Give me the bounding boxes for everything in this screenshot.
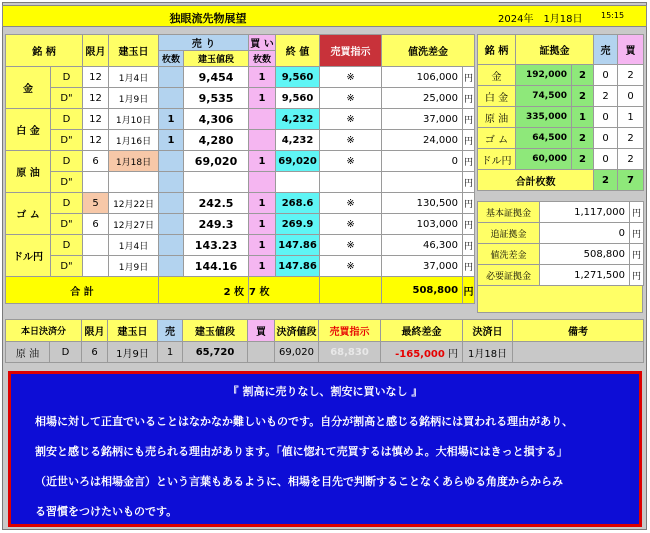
position-row: [6, 88, 475, 109]
row-date: 12月22日: [109, 193, 159, 214]
margin-table: [477, 34, 644, 191]
message-title: 『 割高に売りなし、割安に買いなし 』: [227, 385, 423, 398]
settle-signal: 68,830: [319, 342, 381, 363]
settle-settle-date: 1月18日: [463, 342, 513, 363]
row-diff: 25,000: [382, 88, 463, 109]
row-price: 143.23: [184, 235, 249, 256]
row-unit: 円: [463, 256, 475, 277]
row-unit: 円: [463, 172, 475, 193]
summary-value: 508,800: [540, 244, 630, 265]
settle-note: [513, 342, 644, 363]
summary-value: 1,271,500: [540, 265, 630, 286]
row-buy-qty: 1: [249, 214, 276, 235]
row-type: D: [51, 151, 83, 172]
row-sell-qty: [159, 67, 184, 88]
row-buy-qty: [249, 172, 276, 193]
position-row: [6, 172, 475, 193]
margin-row: [478, 65, 644, 86]
row-type: D: [51, 109, 83, 130]
settle-col-label: 本日決済分: [6, 320, 82, 342]
row-month: 6: [83, 214, 109, 235]
message-line-4: る習慣をつけたいものです。: [35, 505, 178, 518]
settle-month: 6: [82, 342, 108, 363]
row-buy-qty: 1: [249, 67, 276, 88]
row-month: [83, 256, 109, 277]
row-sell-qty: [159, 256, 184, 277]
settle-col-kessaibi: 決済日: [463, 320, 513, 342]
margin-buy: 0: [618, 86, 644, 107]
settle-col-kai: 買: [248, 320, 275, 342]
row-diff: 37,000: [382, 256, 463, 277]
row-month: [83, 172, 109, 193]
row-sell-qty: [159, 172, 184, 193]
row-signal: ※: [320, 256, 382, 277]
col-header-kai: 買 い: [249, 35, 276, 51]
row-signal: ※: [320, 214, 382, 235]
row-close: [276, 172, 320, 193]
row-type: D": [51, 256, 83, 277]
margin-row: [478, 128, 644, 149]
settle-col-baibai-shiji: 売買指示: [319, 320, 381, 342]
positions-table: [5, 34, 475, 304]
col-header-tateyobi: 建玉日: [109, 35, 159, 67]
margin-total-sell: 2: [594, 170, 618, 191]
settlement-table: [5, 319, 644, 363]
settle-col-biko: 備考: [513, 320, 644, 342]
row-signal: ※: [320, 67, 382, 88]
row-buy-qty: [249, 109, 276, 130]
margin-buy: 1: [618, 107, 644, 128]
settle-final: -165,000 円: [381, 342, 463, 363]
total-unit: 円: [463, 277, 475, 304]
group-name: 金: [6, 67, 51, 109]
margin-row: [478, 86, 644, 107]
row-type: D": [51, 214, 83, 235]
row-unit: 円: [463, 235, 475, 256]
position-row: [6, 235, 475, 256]
summary-row: [478, 223, 644, 244]
settle-buy: [248, 342, 275, 363]
row-signal: ※: [320, 235, 382, 256]
col-header-owarine: 終 値: [276, 35, 320, 67]
title-bar: [2, 5, 647, 27]
row-month: 12: [83, 88, 109, 109]
row-month: 6: [83, 151, 109, 172]
margin-name: ゴ ム: [478, 128, 516, 149]
row-price: 242.5: [184, 193, 249, 214]
row-close: 147.86: [276, 235, 320, 256]
row-close: 147.86: [276, 256, 320, 277]
group-name: ゴ ム: [6, 193, 51, 235]
position-row: [6, 109, 475, 130]
row-buy-qty: 1: [249, 256, 276, 277]
margin-sell: 0: [594, 149, 618, 170]
row-sell-qty: [159, 88, 184, 109]
row-unit: 円: [463, 88, 475, 109]
row-type: D: [51, 67, 83, 88]
row-date: 1月16日: [109, 130, 159, 151]
row-month: 12: [83, 109, 109, 130]
summary-row: [478, 265, 644, 286]
margin-name: ドル円: [478, 149, 516, 170]
total-buy: 7 枚: [249, 277, 320, 304]
row-month: 12: [83, 130, 109, 151]
summary-unit: 円: [630, 265, 644, 286]
message-line-1: 相場に対して正直でいることはなかなか難しいものです。自分が割高と感じる銘柄には買われる理由があり、: [35, 415, 574, 428]
row-diff: 37,000: [382, 109, 463, 130]
row-diff: [382, 172, 463, 193]
row-type: D": [51, 88, 83, 109]
row-date: 1月10日: [109, 109, 159, 130]
total-label: 合 計: [6, 277, 159, 304]
margin-amount: 64,500: [516, 128, 572, 149]
margin-mult: 2: [572, 65, 594, 86]
margin-amount: 74,500: [516, 86, 572, 107]
row-signal: ※: [320, 151, 382, 172]
group-name: ドル円: [6, 235, 51, 277]
total-diff: 508,800: [382, 277, 463, 304]
row-type: D: [51, 193, 83, 214]
summary-value: 0: [540, 223, 630, 244]
row-price: 69,020: [184, 151, 249, 172]
row-signal: ※: [320, 88, 382, 109]
position-row: [6, 130, 475, 151]
settle-col-uri: 売: [158, 320, 183, 342]
margin-name: 金: [478, 65, 516, 86]
page-title: 独眼流先物展望: [169, 12, 247, 25]
margin-total-label: 合計枚数: [478, 170, 594, 191]
row-price: 144.16: [184, 256, 249, 277]
summary-unit: 円: [630, 244, 644, 265]
col-header-baibai-shiji: 売買指示: [320, 35, 382, 67]
settle-price: 65,720: [183, 342, 248, 363]
row-date: 1月4日: [109, 235, 159, 256]
row-close: 4,232: [276, 109, 320, 130]
margin-sell: 2: [594, 86, 618, 107]
row-date: 1月9日: [109, 256, 159, 277]
margin-total-buy: 7: [618, 170, 644, 191]
row-sell-qty: [159, 214, 184, 235]
row-close: 9,560: [276, 88, 320, 109]
row-diff: 103,000: [382, 214, 463, 235]
margin-sell: 0: [594, 65, 618, 86]
col-header-uri: 売 り: [159, 35, 249, 51]
summary-row: [478, 244, 644, 265]
settle-type: D: [50, 342, 82, 363]
row-unit: 円: [463, 151, 475, 172]
summary-label: 基本証拠金: [478, 202, 540, 223]
group-name: 原 油: [6, 151, 51, 193]
col-header-buy-qty: 枚数: [249, 51, 276, 67]
row-buy-qty: 1: [249, 235, 276, 256]
margin-col-uri: 売: [594, 35, 618, 65]
margin-mult: 2: [572, 128, 594, 149]
col-header-meigara: 銘 柄: [6, 35, 83, 67]
margin-mult: 1: [572, 107, 594, 128]
row-signal: [320, 172, 382, 193]
row-unit: 円: [463, 214, 475, 235]
summary-label: 値洗差金: [478, 244, 540, 265]
row-close: 268.6: [276, 193, 320, 214]
margin-name: 白 金: [478, 86, 516, 107]
margin-mult: 2: [572, 86, 594, 107]
row-type: D: [51, 235, 83, 256]
row-buy-qty: [249, 130, 276, 151]
row-sell-qty: 1: [159, 130, 184, 151]
row-close: 4,232: [276, 130, 320, 151]
position-row: [6, 193, 475, 214]
row-signal: ※: [320, 109, 382, 130]
summary-unit: 円: [630, 202, 644, 223]
row-diff: 46,300: [382, 235, 463, 256]
settle-name: 原 油: [6, 342, 50, 363]
row-price: 9,535: [184, 88, 249, 109]
row-diff: 24,000: [382, 130, 463, 151]
col-header-tate-nedan: 建玉値段: [184, 51, 249, 67]
settle-col-kessai-nedan: 決済値段: [275, 320, 319, 342]
position-row: [6, 67, 475, 88]
row-signal: ※: [320, 193, 382, 214]
margin-amount: 192,000: [516, 65, 572, 86]
row-date: [109, 172, 159, 193]
position-row: [6, 151, 475, 172]
message-line-2: 割安と感じる銘柄にも売られる理由があります。「値に惚れて売買するは慎めよ。大相場にはきっと損する」: [35, 445, 568, 458]
margin-amount: 335,000: [516, 107, 572, 128]
row-diff: 106,000: [382, 67, 463, 88]
row-unit: 円: [463, 109, 475, 130]
margin-sell: 0: [594, 128, 618, 149]
margin-mult: 2: [572, 149, 594, 170]
row-type: D": [51, 172, 83, 193]
row-price: 249.3: [184, 214, 249, 235]
margin-col-shokokin: 証拠金: [516, 35, 594, 65]
margin-buy: 2: [618, 65, 644, 86]
row-month: 12: [83, 67, 109, 88]
row-diff: 130,500: [382, 193, 463, 214]
summary-row: [478, 202, 644, 223]
row-buy-qty: 1: [249, 193, 276, 214]
summary-filler: [477, 285, 643, 313]
margin-amount: 60,000: [516, 149, 572, 170]
row-price: 4,306: [184, 109, 249, 130]
row-unit: 円: [463, 130, 475, 151]
row-date: 1月9日: [109, 88, 159, 109]
group-name: 白 金: [6, 109, 51, 151]
margin-col-meigara: 銘 柄: [478, 35, 516, 65]
position-row: [6, 256, 475, 277]
row-diff: 0: [382, 151, 463, 172]
row-month: 5: [83, 193, 109, 214]
row-date: 1月4日: [109, 67, 159, 88]
row-close: 69,020: [276, 151, 320, 172]
summary-table: [477, 201, 644, 286]
row-date: 1月18日: [109, 151, 159, 172]
row-buy-qty: 1: [249, 151, 276, 172]
margin-buy: 2: [618, 128, 644, 149]
settle-col-tate-nedan: 建玉値段: [183, 320, 248, 342]
row-sell-qty: [159, 193, 184, 214]
row-close: 9,560: [276, 67, 320, 88]
row-price: [184, 172, 249, 193]
margin-col-kai: 買: [618, 35, 644, 65]
settle-sell: 1: [158, 342, 183, 363]
margin-row: [478, 107, 644, 128]
summary-unit: 円: [630, 223, 644, 244]
message-line-3: （近世いろは相場金言）という言葉もあるように、相場を目先で判断することなくあらゆる角度からからみ: [35, 475, 563, 488]
row-unit: 円: [463, 193, 475, 214]
position-row: [6, 214, 475, 235]
summary-value: 1,117,000: [540, 202, 630, 223]
row-close: 269.9: [276, 214, 320, 235]
row-date: 12月27日: [109, 214, 159, 235]
message-box: [8, 371, 642, 527]
settle-date: 1月9日: [108, 342, 158, 363]
row-month: [83, 235, 109, 256]
margin-row: [478, 149, 644, 170]
col-header-gengetsu: 限月: [83, 35, 109, 67]
summary-label: 追証拠金: [478, 223, 540, 244]
row-signal: ※: [320, 130, 382, 151]
row-price: 9,454: [184, 67, 249, 88]
summary-label: 必要証拠金: [478, 265, 540, 286]
row-sell-qty: [159, 235, 184, 256]
margin-name: 原 油: [478, 107, 516, 128]
row-price: 4,280: [184, 130, 249, 151]
col-header-sell-qty: 枚数: [159, 51, 184, 67]
report-date: 2024年 1月18日: [498, 14, 583, 25]
total-sell: 2 枚: [159, 277, 249, 304]
row-type: D": [51, 130, 83, 151]
settle-col-tateyobi: 建玉日: [108, 320, 158, 342]
row-unit: 円: [463, 67, 475, 88]
report-time: 15:15: [601, 11, 625, 20]
margin-sell: 0: [594, 107, 618, 128]
settle-settle-price: 69,020: [275, 342, 319, 363]
row-sell-qty: 1: [159, 109, 184, 130]
settle-col-gengetsu: 限月: [82, 320, 108, 342]
row-buy-qty: 1: [249, 88, 276, 109]
row-sell-qty: [159, 151, 184, 172]
settle-col-saishu: 最終差金: [381, 320, 463, 342]
col-header-neara-sakin: 値洗差金: [382, 35, 475, 67]
margin-buy: 2: [618, 149, 644, 170]
